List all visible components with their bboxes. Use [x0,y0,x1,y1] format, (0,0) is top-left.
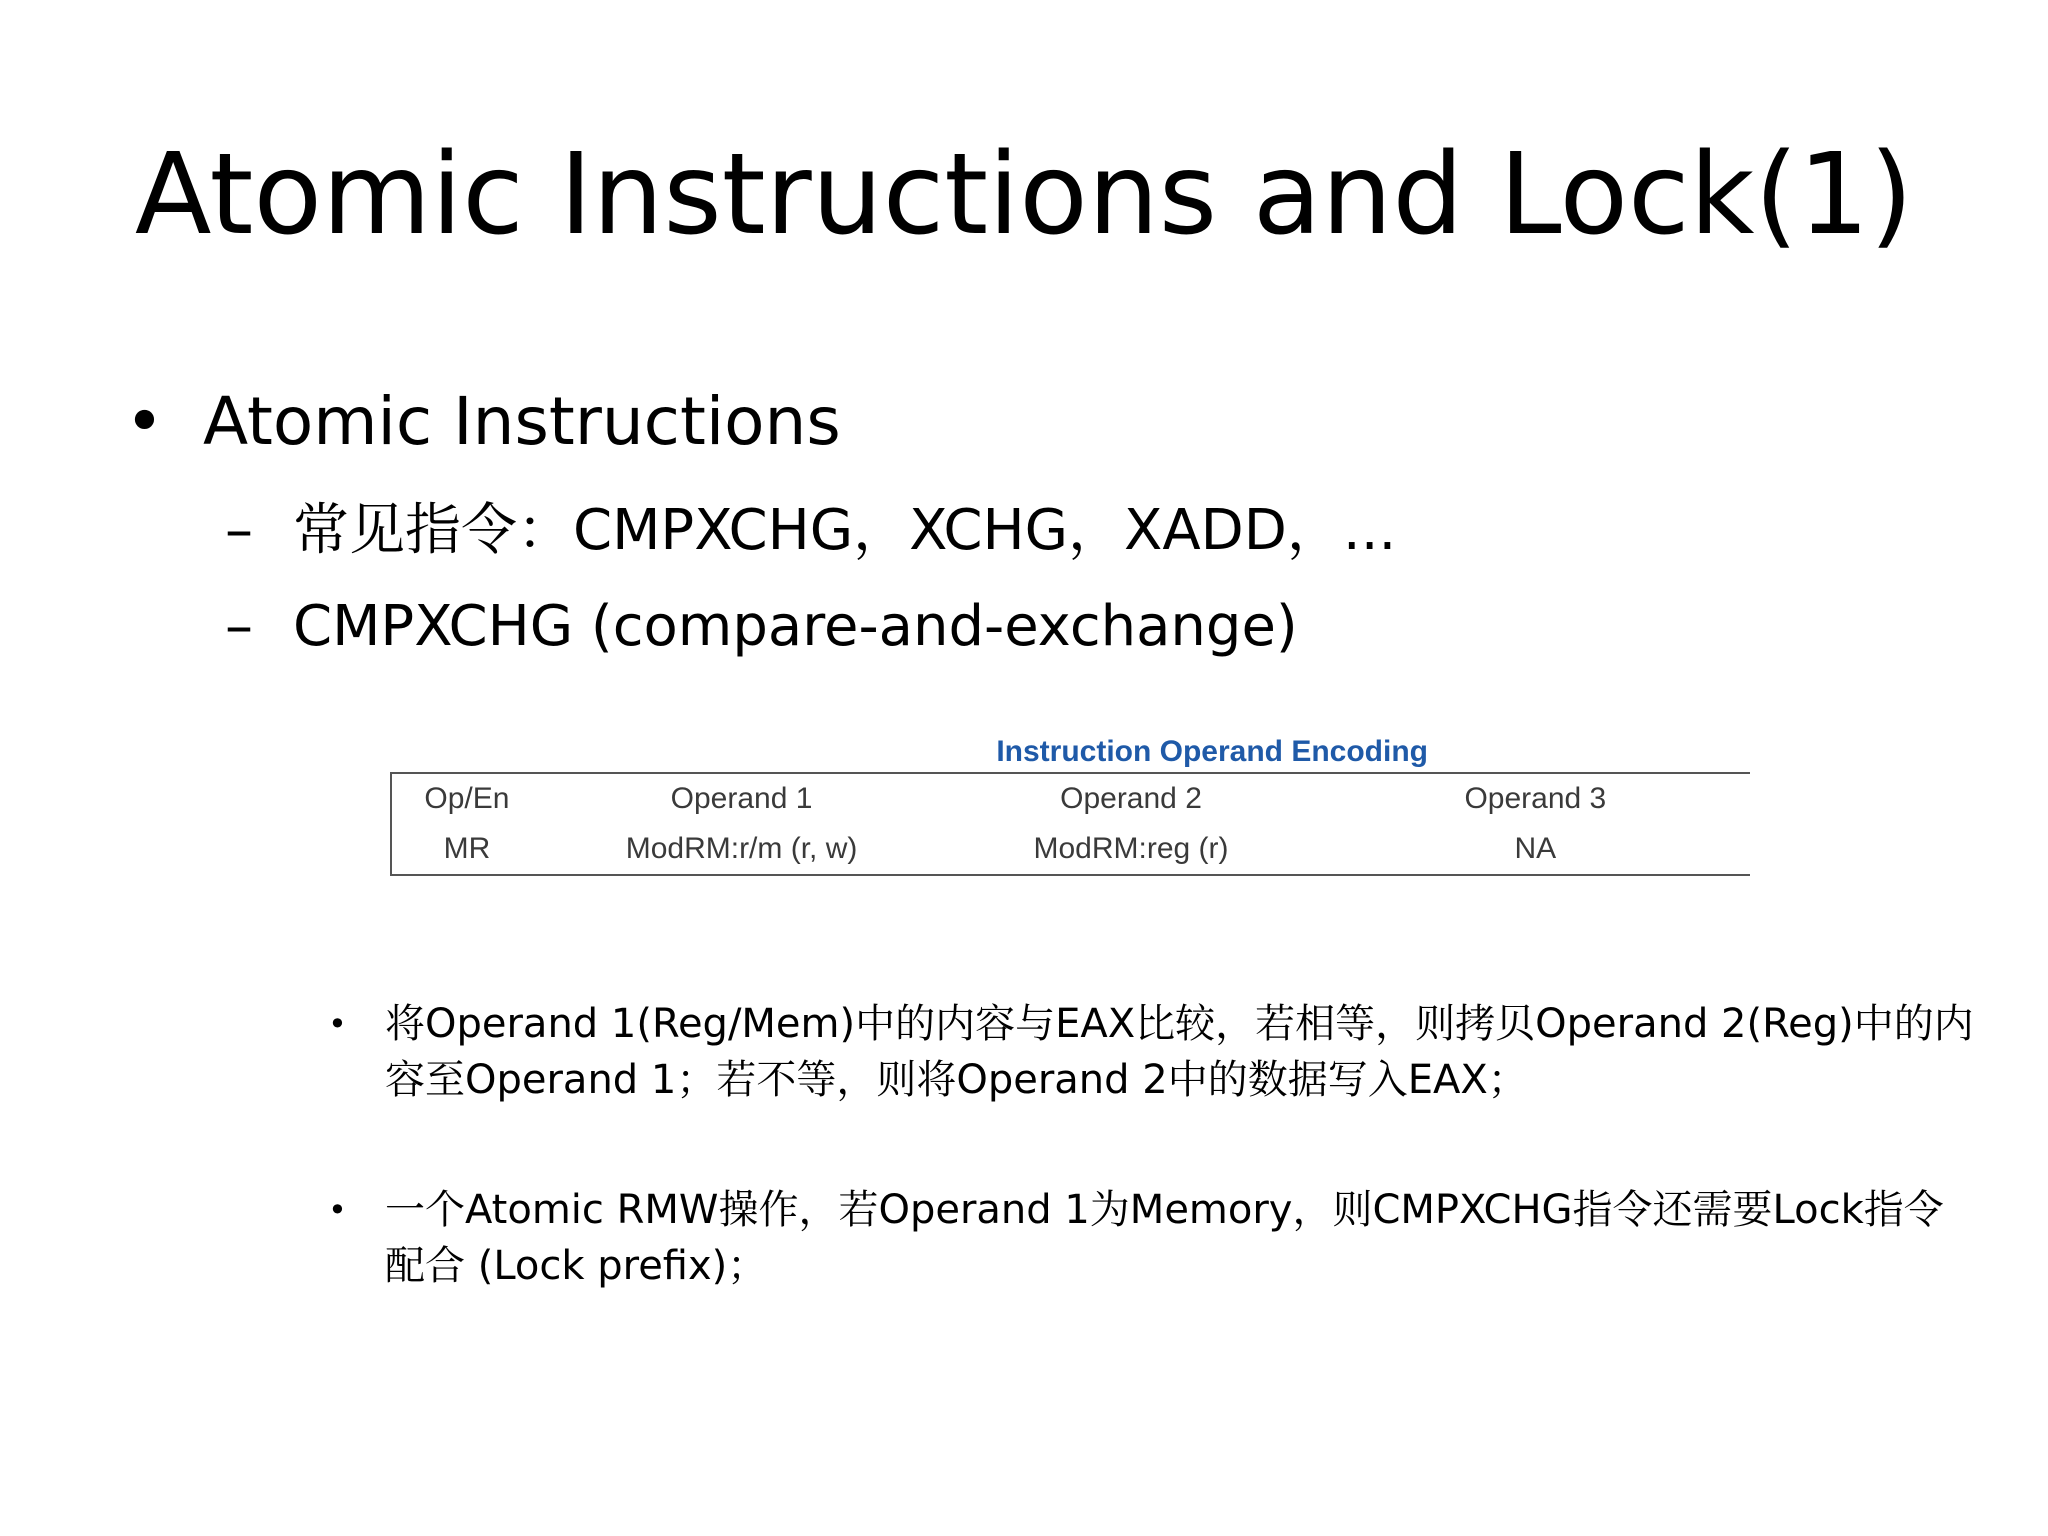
sub-bullet-text: 常见指令：CMPXCHG，XCHG，XADD，... [293,498,1397,563]
dash-marker: – [225,498,253,563]
table-cell: ModRM:reg (r) [1033,832,1229,865]
table-cell: ModRM:r/m (r, w) [625,832,858,865]
detail-text: 将Operand 1(Reg/Mem)中的内容与EAX比较，若相等，则拷贝Operand 2(Reg)中的内容至Operand 1；若不等，则将Operand 2中的数据写入EAX； [385,1001,1974,1103]
bullet-text: Atomic Instructions [203,383,841,460]
header-cell: Op/En [424,782,510,815]
bullet-marker: • [328,1005,347,1043]
sub-bullet-text: CMPXCHG (compare-and-exchange) [293,594,1298,659]
detail-compare-exchange [328,996,1978,1108]
header-cell: Operand 2 [1060,782,1202,815]
encoding-table [390,772,1750,876]
table-cell: NA [1514,832,1557,865]
table-caption: Instruction Operand Encoding [996,735,1428,768]
bullet-marker: • [328,1191,347,1229]
instruction-operand-encoding [390,732,1750,876]
bullet-marker: • [125,383,164,460]
bullet-atomic-instructions [125,382,841,462]
detail-lock-prefix [328,1182,1978,1294]
table-cell: MR [443,832,491,865]
sub-bullet-common-instructions [225,496,1396,566]
table-header-row [391,773,1750,824]
table-row [391,824,1750,875]
header-cell: Operand 1 [670,782,813,815]
detail-text: 一个Atomic RMW操作，若Operand 1为Memory，则CMPXCHG指令还需要Lock指令配合 (Lock prefix)； [385,1187,1944,1289]
header-cell: Operand 3 [1464,782,1607,815]
slide-title: Atomic Instructions and Lock(1) [134,130,1914,260]
sub-bullet-cmpxchg [225,592,1298,662]
dash-marker: – [225,594,253,659]
